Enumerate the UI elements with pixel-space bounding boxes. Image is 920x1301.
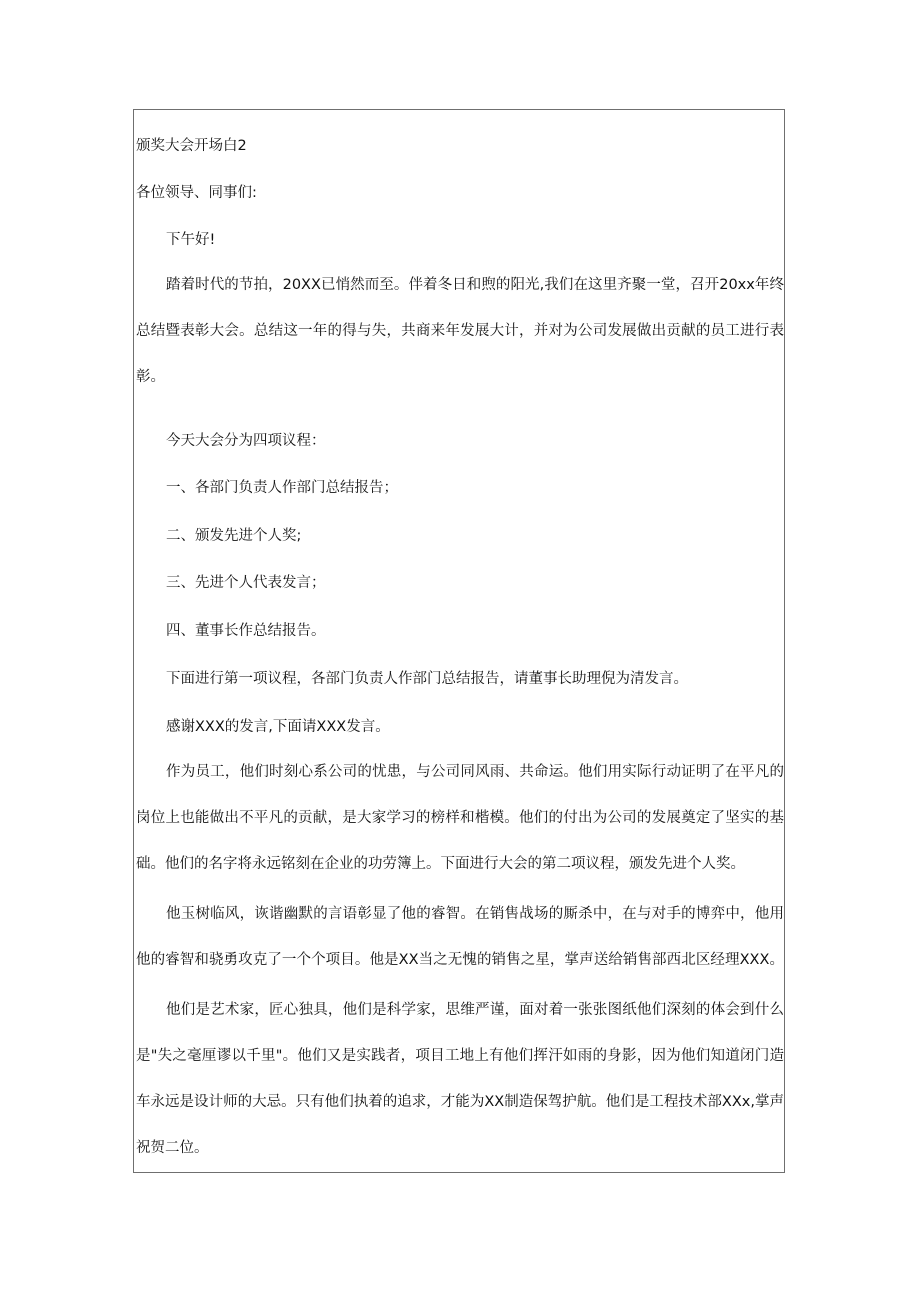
paragraph-line: 作为员工，他们时刻心系公司的忧患，与公司同风雨、共命运。他们用实际行动证明了在平凡的 (166, 764, 784, 780)
paragraph-employees (136, 749, 784, 887)
paragraph-line: 他的睿智和骁勇攻克了一个个项目。他是XX当之无愧的销售之星，掌声送给销售部西北区经理XXX。 (136, 952, 784, 968)
paragraph-line: 础。他们的名字将永远铭刻在企业的功劳簿上。下面进行大会的第二项议程，颁发先进个人奖。 (136, 856, 745, 872)
paragraph-line: 总结暨表彰大会。总结这一年的得与失，共商来年发展大计，并对为公司发展做出贡献的员工进行表 (136, 323, 784, 339)
paragraph-sales-star (136, 891, 784, 983)
agenda-item-2: 二、颁发先进个人奖; (166, 528, 302, 544)
document-page (133, 109, 785, 1173)
paragraph-line: 岗位上也能做出不平凡的贡献，是大家学习的榜样和楷模。他们的付出为公司的发展奠定了坚实的基 (136, 810, 784, 826)
agenda-item-1: 一、各部门负责人作部门总结报告； (166, 480, 398, 496)
agenda-item-3: 三、先进个人代表发言； (166, 575, 326, 591)
paragraph-opening (136, 262, 784, 400)
paragraph-line: 祝贺二位。 (136, 1140, 209, 1156)
document-title: 颁奖大会开场白2 (136, 138, 247, 154)
paragraph-thanks: 感谢XXX的发言,下面请XXX发言。 (166, 719, 390, 735)
paragraph-line: 他们是艺术家，匠心独具，他们是科学家，思维严谨，面对着一张张图纸他们深刻的体会到什么 (166, 1002, 784, 1018)
agenda-intro: 今天大会分为四项议程： (166, 433, 326, 449)
salutation: 各位领导、同事们: (136, 185, 257, 201)
paragraph-line: 是"失之毫厘谬以千里"。他们又是实践者，项目工地上有他们挥汗如雨的身影，因为他们知道闭门造 (136, 1048, 784, 1064)
paragraph-line: 车永远是设计师的大忌。只有他们执着的追求，才能为XX制造保驾护航。他们是工程技术部XXx,掌声 (136, 1094, 784, 1110)
paragraph-engineers (136, 987, 784, 1171)
agenda-item-4: 四、董事长作总结报告。 (166, 623, 326, 639)
greeting: 下午好! (166, 232, 216, 248)
paragraph-first-item: 下面进行第一项议程，各部门负责人作部门总结报告，请董事长助理倪为清发言。 (166, 671, 688, 687)
paragraph-line: 他玉树临风，诙谐幽默的言语彰显了他的睿智。在销售战场的厮杀中，在与对手的博弈中，他用 (166, 906, 784, 922)
paragraph-line: 踏着时代的节拍，20XX已悄然而至。伴着冬日和煦的阳光,我们在这里齐聚一堂，召开20xx年终 (166, 277, 784, 293)
paragraph-line: 彰。 (136, 369, 165, 385)
